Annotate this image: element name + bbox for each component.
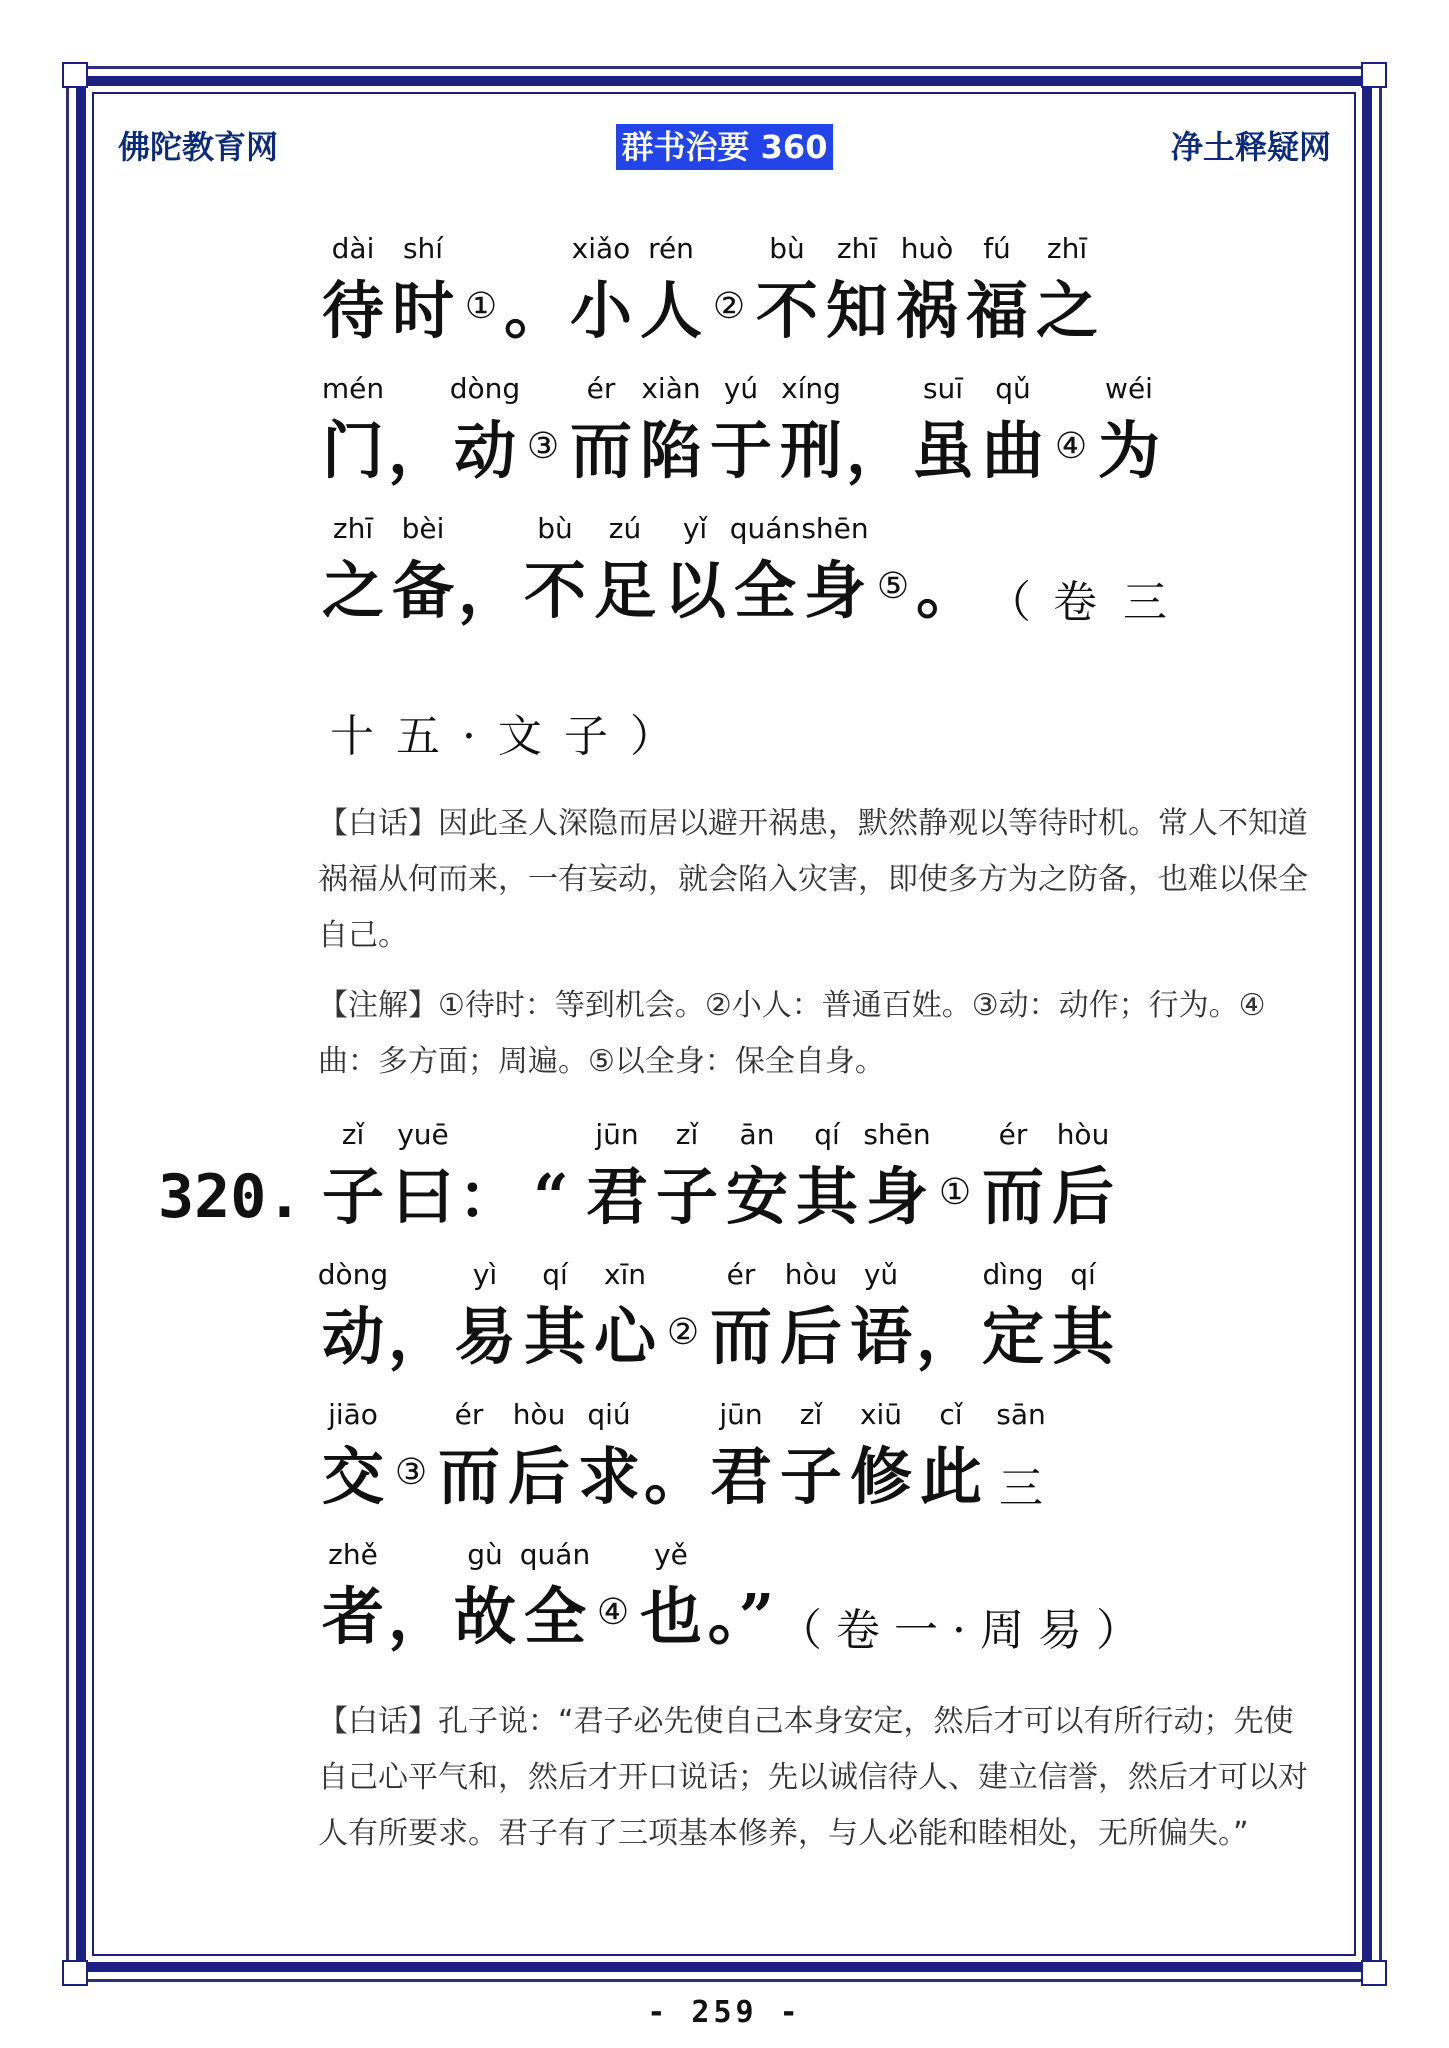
- pinyin: ér: [726, 1258, 756, 1291]
- hanzi-cell: [1048, 1258, 1118, 1413]
- hanzi-cell: [636, 232, 706, 387]
- frame-corner: [1361, 62, 1387, 88]
- hanzi-char: ③: [394, 1452, 428, 1493]
- hanzi-char: 求: [577, 1440, 640, 1513]
- hanzi-char: 曰: [391, 1160, 454, 1233]
- pinyin: zhī: [332, 512, 374, 545]
- source-cell: [776, 1538, 1156, 1693]
- hanzi-char: 子: [655, 1160, 718, 1233]
- hanzi-cell: [1040, 512, 1110, 667]
- hanzi-cell: [916, 512, 978, 667]
- hanzi-char: 人: [639, 274, 702, 347]
- hanzi-row: [318, 1398, 1056, 1553]
- hanzi-char: 易: [453, 1300, 516, 1373]
- pinyin: yǐ: [682, 512, 708, 545]
- pinyin: qiú: [587, 1398, 631, 1431]
- hanzi-char: 其: [795, 1160, 858, 1233]
- hanzi-row: [318, 372, 1164, 527]
- header-site-right: 净土释疑网: [1170, 128, 1331, 166]
- hanzi-char: 门: [321, 414, 384, 487]
- hanzi-char: 之: [1035, 274, 1098, 347]
- pinyin: qí: [542, 1258, 568, 1291]
- hanzi-char: ①: [938, 1172, 972, 1213]
- hanzi-char: ②: [666, 1312, 700, 1353]
- pinyin: dòng: [317, 1258, 389, 1291]
- hanzi-cell: [846, 1258, 916, 1413]
- pinyin: fú: [983, 232, 1011, 265]
- page-number: - 259 -: [647, 1995, 802, 2030]
- source-text: （卷一·周易）: [778, 1605, 1154, 1656]
- hanzi-char: ②: [712, 286, 746, 327]
- hanzi-char: 君: [709, 1440, 772, 1513]
- hanzi-char: ⑤: [876, 566, 910, 607]
- pinyin: bù: [769, 232, 805, 265]
- hanzi-cell: [590, 1258, 660, 1413]
- hanzi-cell: [636, 1538, 706, 1693]
- pinyin: zǐ: [675, 1118, 699, 1151]
- pinyin: dìng: [982, 1258, 1044, 1291]
- hanzi-char: 此: [919, 1440, 982, 1513]
- hanzi-char: 全: [523, 1580, 586, 1653]
- pinyin: yǔ: [863, 1258, 899, 1291]
- hanzi-char: 。: [644, 1440, 707, 1513]
- hanzi-char: 之: [321, 554, 384, 627]
- pinyin: shēn: [801, 512, 869, 545]
- pinyin: bèi: [401, 512, 445, 545]
- hanzi-cell: [1094, 372, 1164, 527]
- hanzi-char: 后: [507, 1440, 570, 1513]
- hanzi-char: 也: [639, 1580, 702, 1653]
- hanzi-cell: [388, 1118, 458, 1273]
- pinyin: dài: [331, 232, 375, 265]
- hanzi-row: [318, 1118, 1118, 1273]
- pinyin: xīn: [603, 1258, 647, 1291]
- hanzi-cell: [318, 372, 388, 527]
- pinyin: huò: [900, 232, 954, 265]
- pinyin: qǔ: [995, 372, 1031, 405]
- pinyin: jūn: [719, 1398, 763, 1431]
- pinyin: yě: [654, 1538, 688, 1571]
- pinyin: shí: [402, 232, 444, 265]
- pinyin: zǐ: [799, 1398, 823, 1431]
- hanzi-char: 身: [865, 1160, 928, 1233]
- pinyin: quán: [519, 1538, 591, 1571]
- hanzi-char: 祸: [895, 274, 958, 347]
- hanzi-char: 交: [321, 1440, 384, 1513]
- hanzi-cell: [388, 232, 458, 387]
- pinyin: rén: [648, 232, 694, 265]
- hanzi-cell: [574, 1398, 644, 1553]
- hanzi-cell: [776, 372, 846, 527]
- hanzi-char: 福: [965, 274, 1028, 347]
- hanzi-cell: [318, 1538, 388, 1693]
- pinyin: jiāo: [328, 1398, 378, 1431]
- hanzi-char: ，: [458, 554, 521, 627]
- hanzi-char: 足: [593, 554, 656, 627]
- pinyin: shēn: [863, 1118, 931, 1151]
- hanzi-char: 于: [709, 414, 772, 487]
- passage1-zhujie: 【注解】①待时：等到机会。②小人：普通百姓。③动：动作；行为。④曲：多方面；周遍。⑤以全身：保全自身。: [318, 988, 1266, 1079]
- passage-number: 320.: [158, 1162, 303, 1232]
- pinyin: zhě: [328, 1538, 378, 1571]
- hanzi-char: （: [987, 577, 1031, 628]
- hanzi-char: ：: [458, 1160, 521, 1233]
- hanzi-char: 备: [391, 554, 454, 627]
- hanzi-cell: [458, 1118, 520, 1273]
- pinyin: dòng: [449, 372, 521, 405]
- hanzi-char: 知: [825, 274, 888, 347]
- hanzi-char: ④: [1054, 426, 1088, 467]
- hanzi-char: 后: [1051, 1160, 1114, 1233]
- pinyin: ān: [739, 1118, 775, 1151]
- hanzi-char: “: [533, 1160, 569, 1233]
- hanzi-char: 小: [569, 274, 632, 347]
- hanzi-cell: [458, 232, 504, 387]
- hanzi-char: 心: [593, 1300, 656, 1373]
- pinyin: xiàn: [641, 372, 701, 405]
- frame-corner: [62, 62, 88, 88]
- hanzi-char: 语: [849, 1300, 912, 1373]
- hanzi-char: 不: [523, 554, 586, 627]
- hanzi-char: 。”: [707, 1580, 775, 1653]
- hanzi-char: 定: [981, 1300, 1044, 1373]
- hanzi-cell: [318, 1258, 388, 1413]
- hanzi-char: ，: [388, 414, 451, 487]
- pinyin: hòu: [784, 1258, 838, 1291]
- pinyin: xíng: [781, 372, 841, 405]
- hanzi-char: 动: [453, 414, 516, 487]
- hanzi-char: ，: [388, 1580, 451, 1653]
- frame-corner: [1361, 1960, 1387, 1986]
- hanzi-char: 安: [725, 1160, 788, 1233]
- hanzi-char: 修: [849, 1440, 912, 1513]
- pinyin: jūn: [595, 1118, 639, 1151]
- hanzi-char: ，: [388, 1300, 451, 1373]
- hanzi-char: 三: [999, 1463, 1043, 1514]
- pinyin: ér: [998, 1118, 1028, 1151]
- hanzi-row: [318, 232, 1102, 387]
- pinyin: qí: [1070, 1258, 1096, 1291]
- hanzi-cell: [978, 512, 1040, 667]
- hanzi-char: ①: [464, 286, 498, 327]
- pinyin: zú: [608, 512, 642, 545]
- pinyin: xiǎo: [571, 232, 631, 265]
- pinyin: xiū: [859, 1398, 903, 1431]
- hanzi-char: ，: [916, 1300, 979, 1373]
- pinyin: hòu: [512, 1398, 566, 1431]
- hanzi-row: [318, 512, 1180, 667]
- hanzi-cell: [450, 372, 520, 527]
- hanzi-char: 而: [569, 414, 632, 487]
- hanzi-char: 而: [437, 1440, 500, 1513]
- hanzi-char: 而: [709, 1300, 772, 1373]
- pinyin: hòu: [1056, 1118, 1110, 1151]
- pinyin: mén: [321, 372, 385, 405]
- hanzi-char: 后: [779, 1300, 842, 1373]
- hanzi-char: 子: [321, 1160, 384, 1233]
- hanzi-cell: [986, 1398, 1056, 1553]
- pinyin: wéi: [1105, 372, 1153, 405]
- pinyin: yuē: [397, 1118, 449, 1151]
- hanzi-cell: [706, 1538, 776, 1693]
- hanzi-char: 而: [981, 1160, 1044, 1233]
- hanzi-cell: [1048, 1118, 1118, 1273]
- hanzi-char: ④: [596, 1592, 630, 1633]
- hanzi-cell: [978, 372, 1048, 527]
- hanzi-char: 卷: [1053, 577, 1097, 628]
- hanzi-cell: [520, 1538, 590, 1693]
- hanzi-row: [318, 1258, 1118, 1413]
- hanzi-cell: [870, 512, 916, 667]
- pinyin: yì: [472, 1258, 498, 1291]
- pinyin: zhī: [836, 232, 878, 265]
- hanzi-char: 君: [585, 1160, 648, 1233]
- hanzi-char: 。: [504, 274, 567, 347]
- hanzi-char: 三: [1123, 577, 1167, 628]
- hanzi-char: 刑: [779, 414, 842, 487]
- passage1-source: 十五·文子）: [330, 711, 696, 762]
- hanzi-cell: [1110, 512, 1180, 667]
- frame-corner: [62, 1960, 88, 1986]
- passage1-baihua: 【白话】因此圣人深隐而居以避开祸患，默然静观以等待时机。常人不知道祸福从何而来，一有妄动，就会陷入灾害，即使多方为之防备，也难以保全自己。: [318, 806, 1308, 953]
- hanzi-char: 者: [321, 1580, 384, 1653]
- hanzi-char: ，: [846, 414, 909, 487]
- hanzi-char: 时: [391, 274, 454, 347]
- pinyin: yú: [723, 372, 759, 405]
- hanzi-cell: [862, 1118, 932, 1273]
- pinyin: ér: [454, 1398, 484, 1431]
- hanzi-char: 虽: [911, 414, 974, 487]
- pinyin: cǐ: [939, 1398, 963, 1431]
- hanzi-cell: [800, 512, 870, 667]
- pinyin: ér: [586, 372, 616, 405]
- header-title-label: 群书治要 360: [616, 124, 834, 170]
- hanzi-char: 为: [1097, 414, 1160, 487]
- pinyin: quán: [729, 512, 801, 545]
- hanzi-char: ③: [526, 426, 560, 467]
- passage2-baihua: 【白话】孔子说：“君子必先使自己本身安定，然后才可以有所行动；先使自己心平气和，然后才开口说话；先以诚信待人、建立信誉，然后才可以对人有所要求。君子有了三项基本修养，与人必能和睦相处，无所偏失。”: [318, 1704, 1308, 1851]
- hanzi-char: 其: [523, 1300, 586, 1373]
- pinyin: qí: [814, 1118, 840, 1151]
- header-site-left: 佛陀教育网: [118, 128, 279, 166]
- hanzi-char: 其: [1051, 1300, 1114, 1373]
- hanzi-char: 子: [779, 1440, 842, 1513]
- hanzi-cell: [318, 1398, 388, 1553]
- hanzi-char: 全: [733, 554, 796, 627]
- pinyin: zǐ: [341, 1118, 365, 1151]
- hanzi-cell: [388, 512, 458, 667]
- hanzi-char: 。: [916, 554, 979, 627]
- hanzi-char: 故: [453, 1580, 516, 1653]
- hanzi-char: 以: [663, 554, 726, 627]
- hanzi-char: 陷: [639, 414, 702, 487]
- hanzi-row: [318, 1538, 1156, 1693]
- hanzi-char: 曲: [981, 414, 1044, 487]
- pinyin: bù: [537, 512, 573, 545]
- hanzi-char: 待: [321, 274, 384, 347]
- hanzi-cell: [1032, 232, 1102, 387]
- hanzi-char: 身: [803, 554, 866, 627]
- pinyin: gù: [467, 1538, 503, 1571]
- hanzi-char: 不: [755, 274, 818, 347]
- hanzi-char: 动: [321, 1300, 384, 1373]
- pinyin: suī: [922, 372, 964, 405]
- pinyin: sān: [996, 1398, 1046, 1431]
- pinyin: zhī: [1046, 232, 1088, 265]
